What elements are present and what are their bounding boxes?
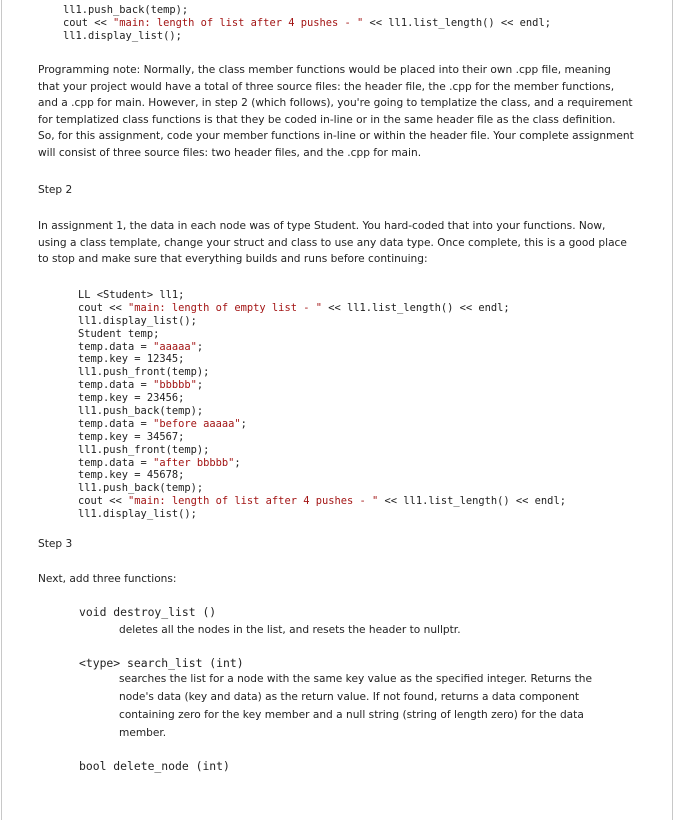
document-page — [1, 0, 673, 820]
code-line: temp.key = 45678; — [78, 469, 185, 482]
code-line: temp.key = 34567; — [78, 430, 185, 443]
step2-text: In assignment 1, the data in each node was of type Student. You hard-coded that into your functions. Now, using a class template, change your struct and class to use any data type. Once complete, this is a good place to stop and make sure that everything builds and runs before continuing: — [38, 220, 627, 265]
code-line: ll1.display_list(); — [78, 314, 197, 327]
step3-intro: Next, add three functions: — [38, 573, 177, 585]
code-line: temp.data = "aaaaa"; — [78, 340, 204, 353]
code-line: temp.data = "before aaaaa"; — [78, 417, 247, 430]
function-description: searches the list for a node with the same key value as the specified integer. Returns the node's data (key and data) as the return value. If not found, returns a data component containing zero for the key member and a null string (string of length zero) for the data member. — [119, 673, 592, 739]
programming-note: Programming note: Normally, the class member functions would be placed into their own .cpp file, meaning that your project would have a total of three source files: the header file, the .cpp for the member functions, and a .cpp for main. However, in step 2 (which follows), you're going to templatize the class, and a requirement for templatized class functions is that they be coded in-line or in the same header file as the class definition. So, for this assignment, code your member functions in-line or within the header file. Your complete assignment will consist of three source files: two header files, and the .cpp for main. — [38, 64, 634, 159]
code-line: Student temp; — [78, 327, 160, 340]
top-code-block — [63, 4, 551, 43]
code-line: ll1.push_back(temp); — [78, 405, 204, 418]
code-line: ll1.push_back(temp); — [78, 482, 204, 495]
code-line: ll1.push_front(temp); — [78, 366, 210, 379]
code-line: LL <Student> ll1; — [78, 289, 185, 301]
step3-heading: Step 3 — [38, 538, 73, 550]
function-description: deletes all the nodes in the list, and resets the header to nullptr. — [119, 624, 461, 636]
code-line: cout << "main: length of list after 4 pushes - " << ll1.list_length() << endl; — [78, 495, 566, 508]
code-line: temp.key = 23456; — [78, 392, 185, 405]
code-line: temp.key = 12345; — [78, 353, 185, 366]
code-line: ll1.push_back(temp); — [63, 4, 189, 16]
function-signature: <type> search_list (int) — [79, 656, 244, 670]
step2-heading: Step 2 — [38, 184, 73, 196]
code-line: ll1.display_list(); — [78, 508, 197, 521]
function-signature: bool delete_node (int) — [79, 759, 230, 773]
step2-code-block — [78, 289, 566, 521]
code-line: cout << "main: length of empty list - " << ll1.list_length() << endl; — [78, 301, 510, 314]
code-line: cout << "main: length of list after 4 pushes - " << ll1.list_length() << endl; — [63, 16, 551, 29]
code-line: temp.data = "bbbbb"; — [78, 379, 204, 392]
function-signature: void destroy_list () — [79, 605, 217, 619]
code-line: ll1.push_front(temp); — [78, 443, 210, 456]
code-line: ll1.display_list(); — [63, 29, 182, 42]
code-line: temp.data = "after bbbbb"; — [78, 456, 241, 469]
